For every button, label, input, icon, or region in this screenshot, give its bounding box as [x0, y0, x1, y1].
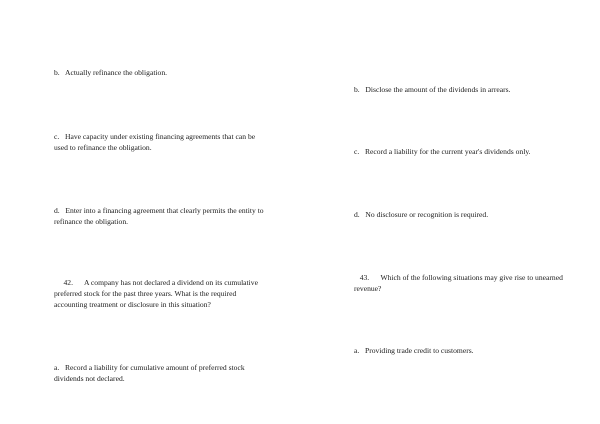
option-c-capacity: c. Have capacity under existing financing agreements that can be used to refinance the obligation.: [54, 132, 258, 152]
question-43-option-a: a. Providing trade credit to customers.: [354, 346, 474, 355]
option-d-financing-agreement: d. Enter into a financing agreement that clearly permits the entity to refinance the obligation.: [54, 206, 266, 226]
option-b-refinance: b. Actually refinance the obligation.: [54, 68, 168, 77]
question-42-option-b: b. Disclose the amount of the dividends in arrears.: [354, 85, 511, 94]
question-42-option-a: a. Record a liability for cumulative amount of preferred stock dividends not declared.: [54, 363, 247, 383]
question-42: 42. A company has not declared a dividend on its cumulative preferred stock for the past three years. What is the required accounting treatment or disclosure in this situation?: [54, 278, 260, 309]
question-42-option-c: c. Record a liability for the current year's dividends only.: [354, 147, 531, 156]
question-43: 43. Which of the following situations may give rise to unearned revenue?: [354, 273, 565, 293]
question-42-option-d: d. No disclosure or recognition is required.: [354, 210, 489, 219]
